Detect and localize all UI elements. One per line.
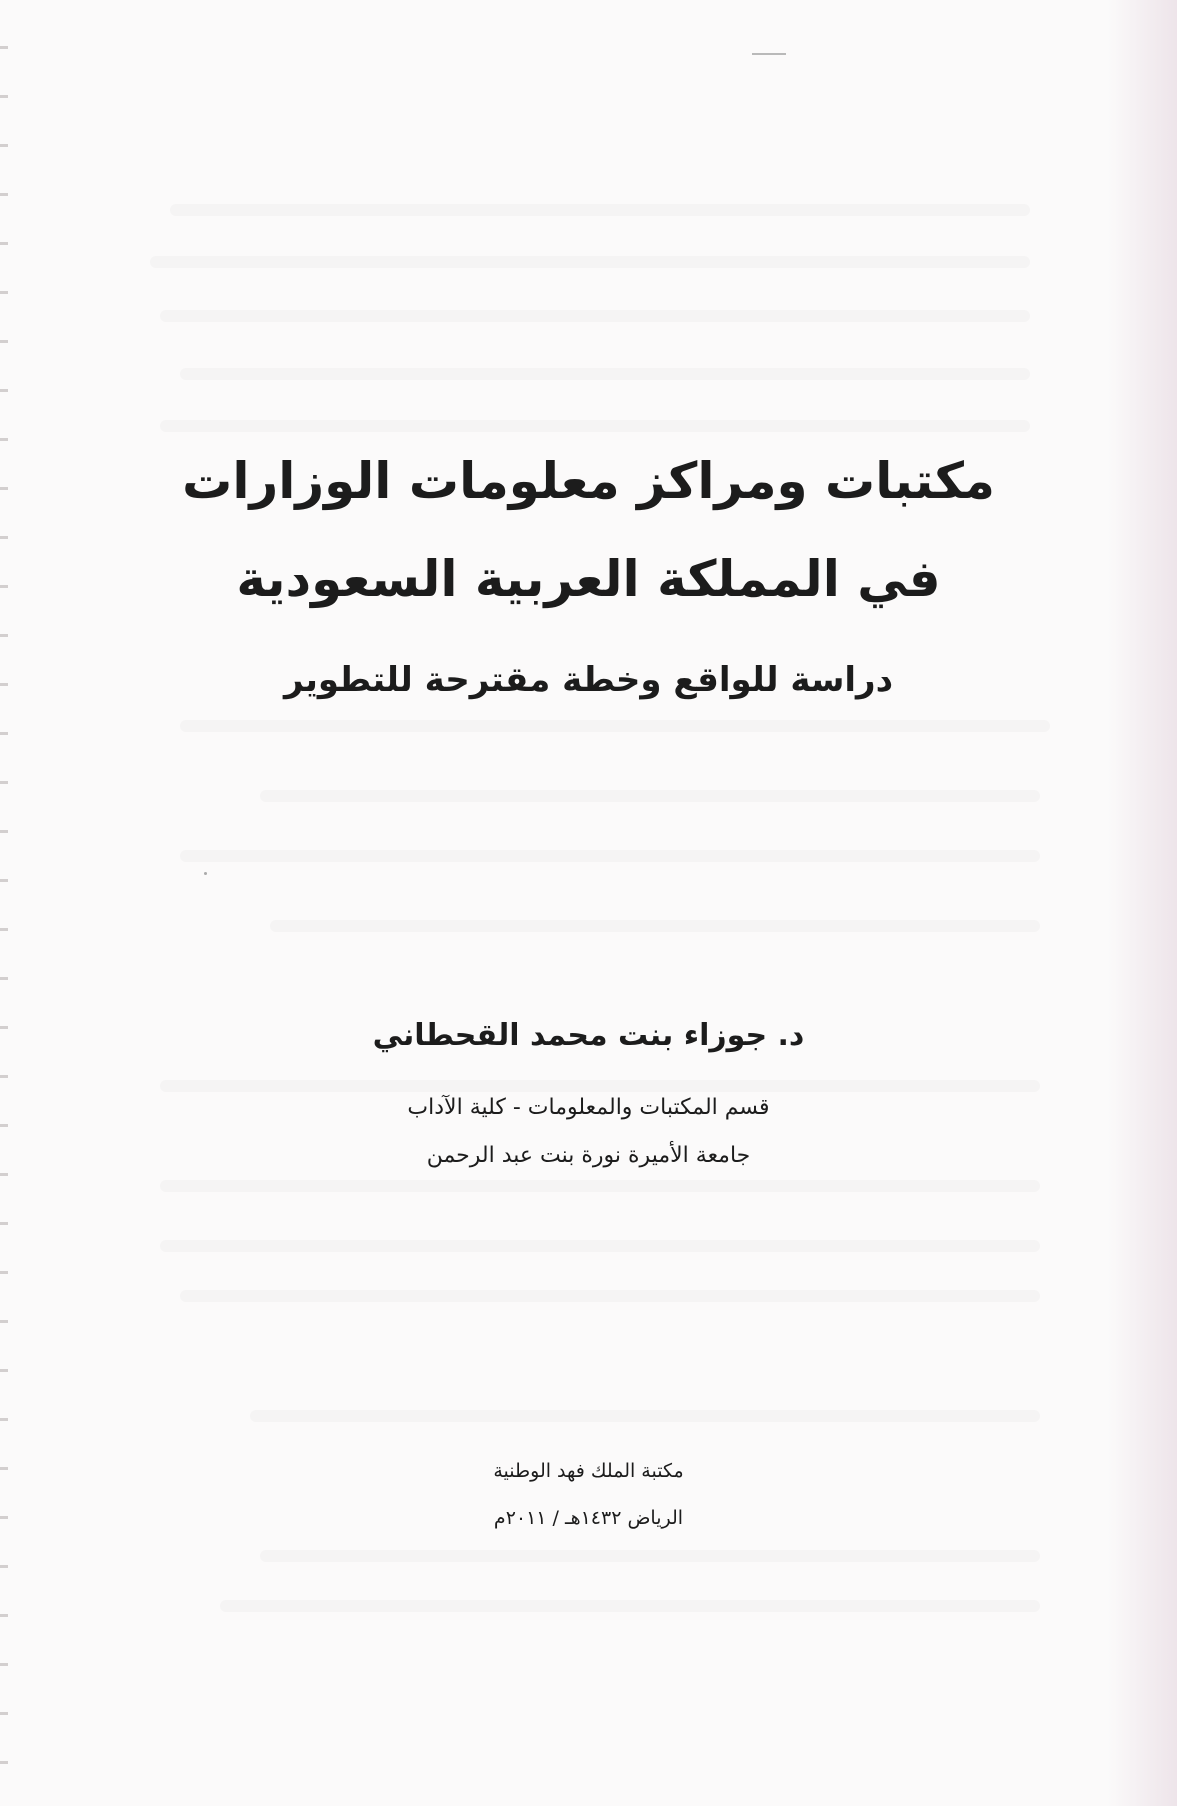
- bleed-through-line: [220, 1600, 1040, 1612]
- bleed-through-line: [270, 920, 1040, 932]
- paper-speck: [204, 872, 207, 875]
- bleed-through-line: [160, 310, 1030, 322]
- page-edge-shading: [1107, 0, 1177, 1806]
- publisher: مكتبة الملك فهد الوطنية: [493, 1460, 684, 1482]
- bleed-through-line: [260, 1550, 1040, 1562]
- bleed-through-line: [170, 204, 1030, 216]
- bleed-through-line: [250, 1410, 1040, 1422]
- bleed-through-line: [160, 1180, 1040, 1192]
- bleed-through-line: [150, 256, 1030, 268]
- place-and-date: الرياض ١٤٣٢هـ / ٢٠١١م: [493, 1507, 684, 1529]
- top-mark: [752, 53, 786, 55]
- author-university: جامعة الأميرة نورة بنت عبد الرحمن: [426, 1143, 751, 1168]
- bleed-through-line: [180, 368, 1030, 380]
- bleed-through-line: [180, 720, 1050, 732]
- bleed-through-line: [160, 1240, 1040, 1252]
- subtitle: دراسة للواقع وخطة مقترحة للتطوير: [283, 660, 894, 700]
- bleed-through-line: [160, 420, 1030, 432]
- author-department: قسم المكتبات والمعلومات - كلية الآداب: [407, 1095, 770, 1120]
- bleed-through-line: [180, 850, 1040, 862]
- bleed-through-line: [160, 1080, 1040, 1092]
- binding-edge: [0, 0, 8, 1806]
- author-name: د. جوزاء بنت محمد القحطاني: [372, 1018, 805, 1053]
- bleed-through-line: [180, 1290, 1040, 1302]
- title-line-2: في المملكة العربية السعودية: [236, 550, 941, 608]
- title-line-1: مكتبات ومراكز معلومات الوزارات: [182, 452, 995, 510]
- bleed-through-line: [260, 790, 1040, 802]
